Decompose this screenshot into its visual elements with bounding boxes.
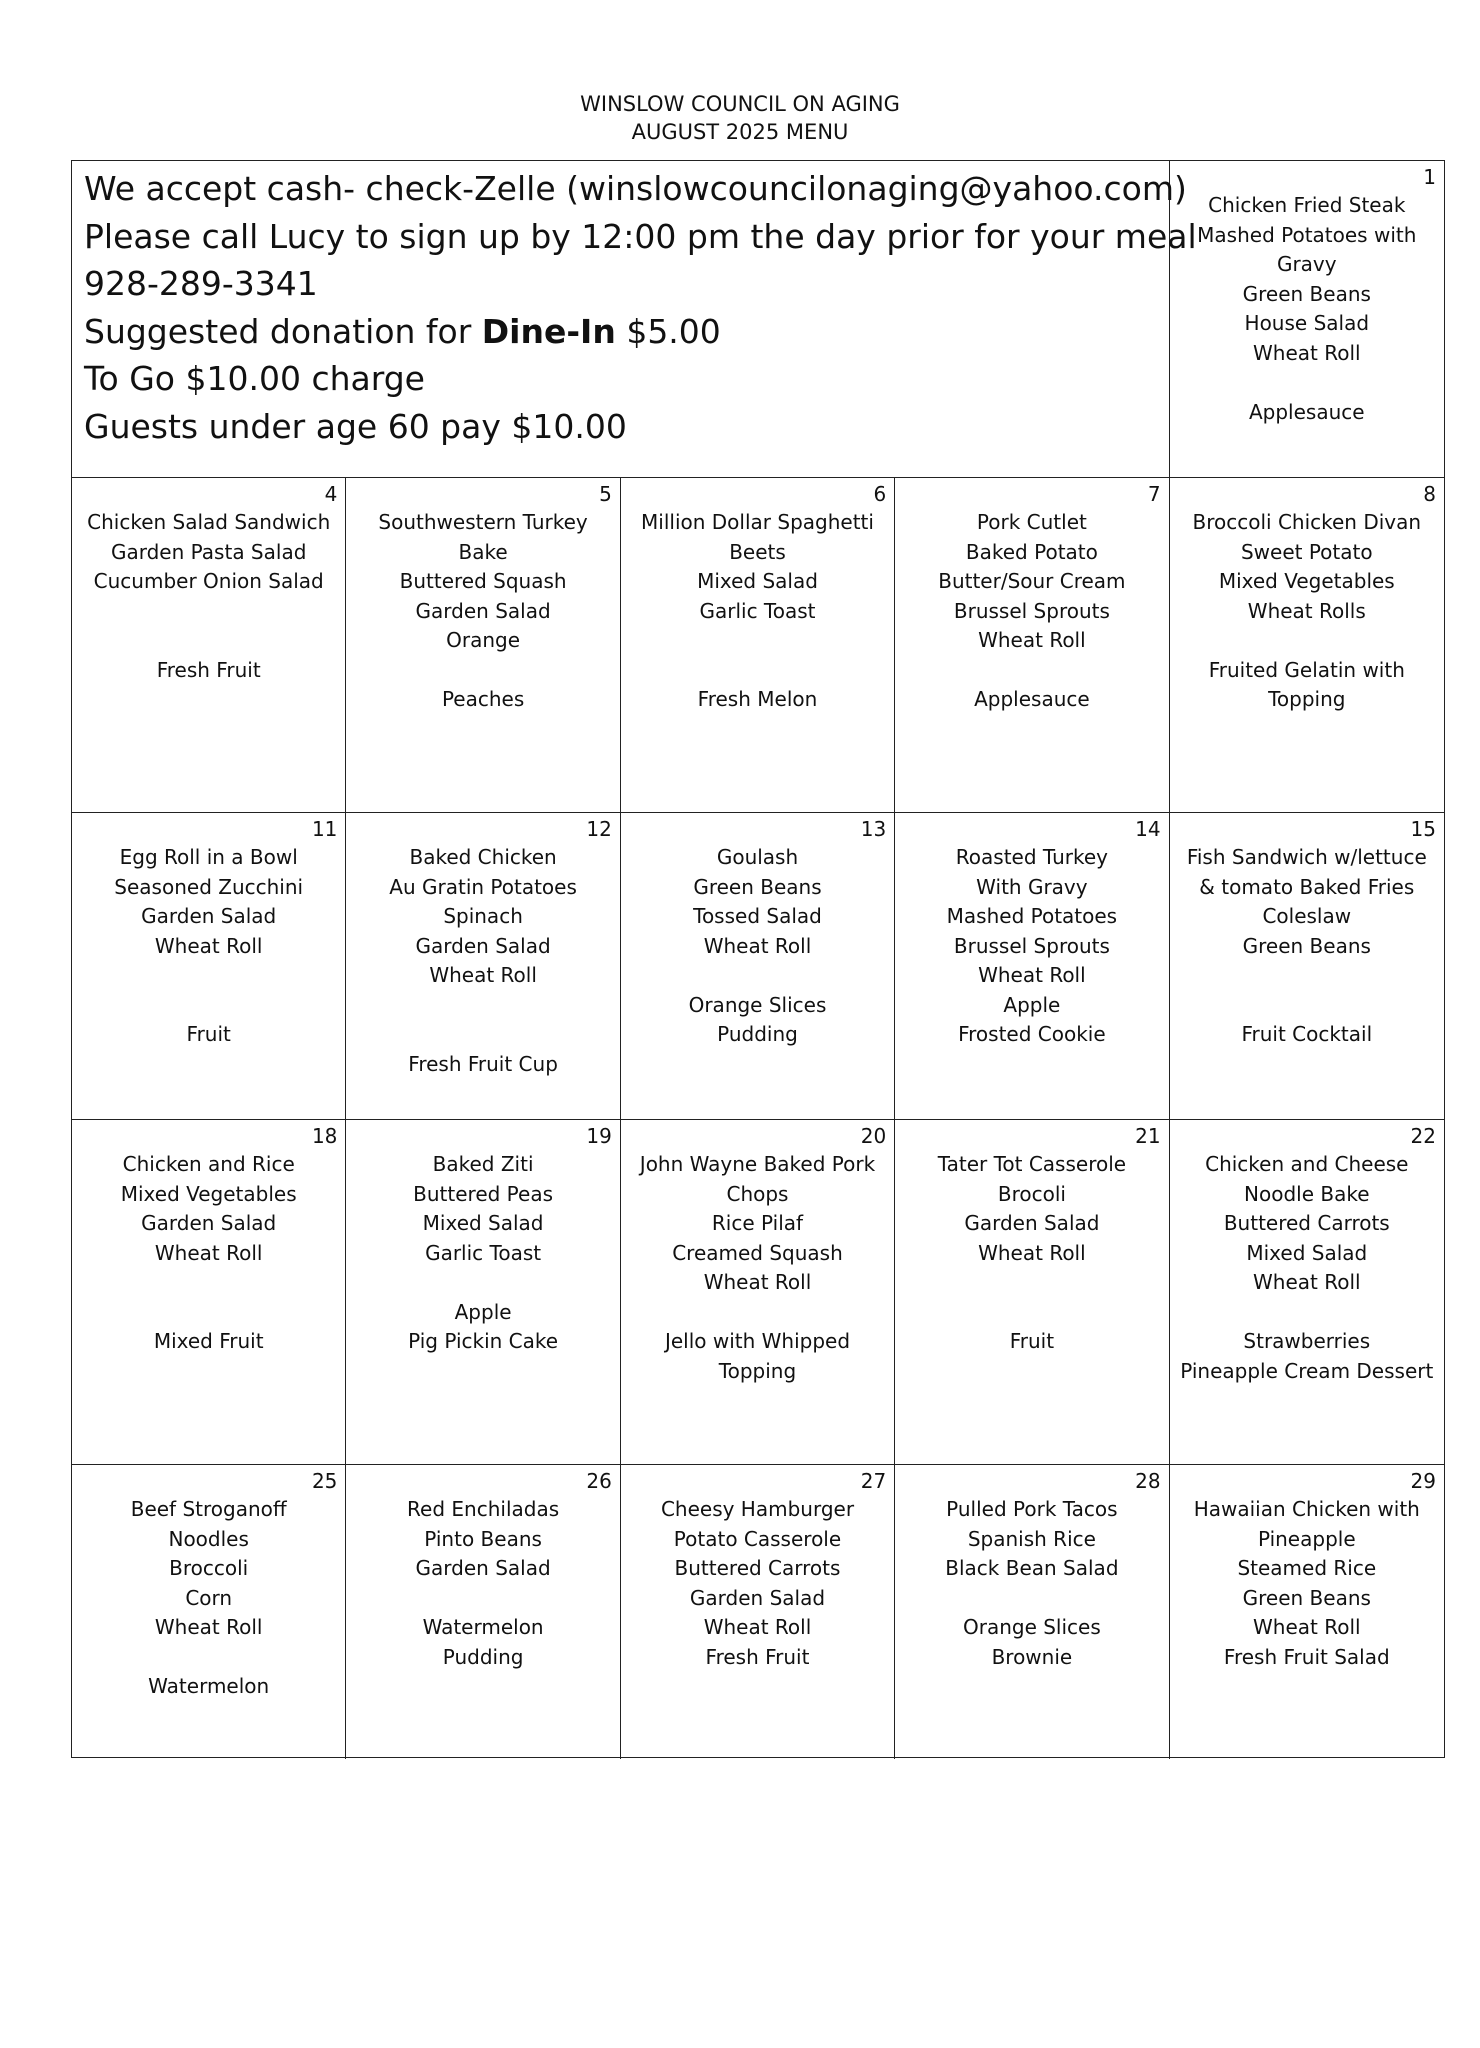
menu-item [350,1268,615,1298]
menu-item: Buttered Carrots [1223,1211,1390,1235]
menu-item: Buttered Squash [399,569,567,593]
day-cell [1170,161,1444,478]
day-cell [621,478,895,813]
menu-item: Garden Salad [964,1211,1100,1235]
day-cell [346,478,620,813]
menu-item: Chicken and Cheese [1205,1152,1409,1176]
day-cell [72,1465,346,1759]
menu-item: Fresh Fruit Salad [1223,1644,1390,1669]
day-number: 14 [1135,817,1161,841]
menu-item [76,991,341,1021]
day-cell [1170,813,1444,1120]
menu-item: Watermelon [422,1615,544,1639]
menu-item: Brownie [991,1644,1073,1669]
day-number: 29 [1410,1469,1436,1493]
menu-item: Garlic Toast [425,1240,542,1265]
menu-item: Au Gratin Potatoes [389,874,577,899]
menu-item: Brocoli [997,1181,1066,1206]
menu-item [350,991,615,1021]
day-cell [1170,1465,1444,1759]
day-cell [895,478,1169,813]
menu-item [1174,626,1440,656]
menu-item: Rice Pilaf [711,1211,804,1235]
menu-item: Green Beans [1242,281,1371,306]
signup-info: Please call Lucy to sign up by 12:00 pm the day prior for your meal [84,216,1197,256]
menu-item: Fresh Fruit [156,657,261,682]
day-number: 21 [1135,1124,1161,1148]
menu-item: Wheat Roll [154,933,263,958]
day-cell [895,1120,1169,1465]
menu-item [899,1268,1164,1298]
info-panel [72,161,1197,478]
menu-item: Pudding [717,1022,798,1046]
menu-item: Garden Salad [689,1585,826,1610]
day-number: 11 [311,817,338,841]
org-name: WINSLOW COUNCIL ON AGING [580,92,900,116]
menu-item [350,1584,615,1614]
menu-item: Mixed Salad [422,1211,544,1235]
menu-item: Frosted Cookie [958,1022,1106,1046]
menu-item: Wheat Roll [1253,1270,1361,1294]
menu-item: House Salad [1244,311,1370,335]
menu-item: Fruit [1009,1329,1055,1353]
menu-item: Mixed Salad [1246,1240,1368,1265]
menu-item: Noodle Bake [1244,1181,1370,1206]
menu-item: Goulash [716,845,799,869]
menu-item: Pulled Pork Tacos [946,1497,1118,1521]
menu-item: Garden Salad [415,598,551,623]
menu-item: Coleslaw [1262,904,1352,928]
menu-item [350,1020,615,1050]
menu-item [76,1298,341,1328]
menu-item [625,656,890,686]
guest-charge: Guests under age 60 pay $10.00 [84,406,627,446]
menu-item [899,1298,1164,1328]
menu-item: Mixed Vegetables [1218,569,1395,593]
menu-item: Jello with Whipped [664,1329,851,1353]
menu-item: Fruit Cocktail [1241,1022,1373,1046]
menu-item: Wheat Roll [1253,1615,1361,1639]
menu-item: Wheat Roll [154,1615,263,1639]
menu-item: Fresh Melon [697,687,818,711]
menu-item: Wheat Roll [1253,340,1361,365]
menu-item: Bake [458,539,508,564]
day-number: 7 [1147,482,1161,506]
day-cell [1170,1120,1444,1465]
menu-item: Mixed Salad [697,569,818,593]
menu-item: Chicken Salad Sandwich [87,510,331,534]
menu-item: Wheat Roll [703,1615,812,1639]
menu-item: Fruit [186,1022,231,1046]
menu-item [1174,368,1440,398]
day-cell [346,813,620,1120]
day-cell [72,478,346,813]
menu-item: Pudding [442,1644,524,1669]
menu-item: Wheat Roll [978,628,1086,652]
menu-item: Wheat Roll [978,1240,1086,1265]
menu-item: Tater Tot Casserole [937,1152,1127,1176]
menu-item [76,626,341,656]
menu-item: Mixed Vegetables [120,1181,297,1206]
menu-item: Pig Pickin Cake [408,1329,559,1353]
menu-item: Topping [718,1358,797,1383]
menu-item: Noodles [168,1526,249,1551]
menu-item: Potato Casserole [673,1526,842,1551]
menu-item: Tossed Salad [693,904,822,928]
dinein-amount: $5.00 [615,311,721,351]
menu-item: Creamed Squash [672,1240,843,1265]
menu-item: Garden Salad [415,1556,551,1580]
menu-item: Pinto Beans [424,1526,542,1551]
menu-item: Chicken and Rice [122,1152,295,1176]
menu-item: Butter/Sour Cream [938,569,1126,593]
menu-item [625,961,890,991]
menu-item: Buttered Carrots [674,1556,841,1580]
menu-item: Orange Slices [962,1615,1101,1639]
menu-item: Garden Salad [415,933,551,958]
menu-item: Fresh Fruit [705,1644,810,1669]
day-number: 20 [860,1124,887,1148]
menu-item: Orange [446,628,521,652]
menu-month: AUGUST 2025 MENU [631,120,849,144]
menu-item: Green Beans [693,874,822,899]
day-number: 12 [586,817,612,841]
day-number: 19 [586,1124,612,1148]
menu-calendar [71,160,1445,1758]
phone-number: 928-289-3341 [84,264,318,303]
menu-item: Pineapple [1257,1526,1356,1551]
menu-item: Topping [1268,687,1346,711]
menu-item: With Gravy [976,874,1088,899]
menu-item: Hawaiian Chicken with [1193,1497,1420,1521]
menu-item: Steamed Rice [1237,1556,1377,1580]
day-number: 26 [586,1469,612,1493]
menu-item: Buttered Peas [413,1181,554,1206]
menu-item: Wheat Rolls [1247,598,1366,623]
togo-charge: To Go $10.00 charge [84,359,425,398]
day-number: 27 [860,1469,887,1493]
day-cell [72,813,346,1120]
menu-item [76,1268,341,1298]
menu-item: Southwestern Turkey [378,510,588,534]
dinein-prefix: Suggested donation for [84,311,482,351]
day-number: 15 [1410,817,1436,841]
menu-item [76,597,341,627]
menu-item: Pineapple Cream Dessert [1180,1358,1434,1383]
menu-item: Orange Slices [688,992,827,1017]
menu-item: Mashed Potatoes [946,904,1118,928]
menu-item [625,626,890,656]
menu-item: Wheat Roll [429,963,537,987]
day-cell [346,1465,620,1759]
menu-item: Beef Stroganoff [130,1497,287,1521]
day-number: 18 [311,1124,338,1148]
dinein-donation [84,308,1157,356]
menu-item: Baked Chicken [409,845,557,869]
day-cell [621,1120,895,1465]
menu-item: Fruited Gelatin with [1208,657,1405,682]
day-cell [895,1465,1169,1759]
menu-item: Broccoli [169,1556,249,1580]
menu-item: Strawberries [1243,1329,1371,1353]
day-number: 4 [324,482,338,506]
menu-item: John Wayne Baked Pork [639,1152,876,1176]
menu-item: Broccoli Chicken Divan [1192,510,1422,534]
menu-item: Million Dollar Spaghetti [641,510,874,534]
day-cell [621,1465,895,1759]
menu-item: Brussel Sprouts [953,933,1110,958]
payment-info: We accept cash- check-Zelle (winslowcouncilonaging@yahoo.com) [84,169,1187,208]
menu-item: Spinach [443,904,523,928]
menu-item: Fish Sandwich w/lettuce [1186,845,1427,869]
menu-item: Beets [729,539,786,564]
menu-item: Garden Salad [141,904,277,928]
menu-item [1174,1298,1440,1328]
menu-item: Wheat Roll [703,1270,812,1294]
menu-item: Applesauce [1248,399,1365,424]
menu-item: Apple [1003,992,1061,1017]
menu-item: Garden Pasta Salad [110,539,307,564]
menu-item: Red Enchiladas [407,1497,560,1521]
menu-item [899,656,1164,686]
menu-item: Wheat Roll [978,963,1086,987]
menu-item: Applesauce [974,687,1090,711]
menu-item: Wheat Roll [703,933,812,958]
day-number: 8 [1423,482,1436,506]
day-cell [895,813,1169,1120]
day-number: 6 [873,482,887,506]
day-cell [346,1120,620,1465]
menu-item: Green Beans [1242,933,1371,958]
menu-item [625,1298,890,1328]
menu-item: Sweet Potato [1240,539,1373,564]
menu-item: Watermelon [148,1674,270,1698]
menu-item: Spanish Rice [967,1526,1096,1551]
day-number: 28 [1135,1469,1161,1493]
menu-item [350,656,615,686]
menu-item: Wheat Roll [154,1240,263,1265]
menu-item: Garlic Toast [699,598,816,623]
menu-item: Peaches [441,687,525,711]
menu-item: Garden Salad [141,1211,277,1235]
menu-item: Brussel Sprouts [953,598,1110,623]
day-number: 22 [1410,1124,1436,1148]
menu-item: Seasoned Zucchini [114,874,304,899]
menu-item: Mixed Fruit [153,1329,264,1353]
dinein-label: Dine-In [481,311,616,351]
menu-item: Cheesy Hamburger [660,1497,855,1521]
menu-item: Roasted Turkey [955,845,1108,869]
day-cell [72,1120,346,1465]
menu-item [899,1584,1164,1614]
menu-item [1174,991,1440,1021]
menu-item: Corn [185,1585,233,1610]
menu-item: & tomato Baked Fries [1199,874,1415,899]
menu-item: Apple [454,1299,512,1324]
day-number: 5 [599,482,612,506]
menu-item [76,961,341,991]
menu-item: Chops [726,1181,789,1206]
menu-item: Chicken Fried Steak [1208,193,1406,217]
day-number: 25 [311,1469,338,1493]
menu-item [76,1643,341,1673]
menu-item: Egg Roll in a Bowl [119,845,298,869]
menu-item: Mashed Potatoes with [1197,222,1417,247]
menu-item: Gravy [1276,252,1337,276]
menu-item: Green Beans [1242,1585,1371,1610]
menu-item: Baked Potato [965,539,1098,564]
menu-item: Fresh Fruit Cup [408,1051,558,1076]
menu-item: Cucumber Onion Salad [93,569,324,593]
menu-item: Black Bean Salad [945,1556,1119,1580]
day-cell [1170,478,1444,813]
day-number: 13 [860,817,887,841]
menu-item: Pork Cutlet [976,510,1087,534]
menu-title [0,90,1480,146]
day-cell [621,813,895,1120]
menu-item: Baked Ziti [432,1152,534,1176]
menu-item [1174,961,1440,991]
day-number: 1 [1423,165,1436,189]
